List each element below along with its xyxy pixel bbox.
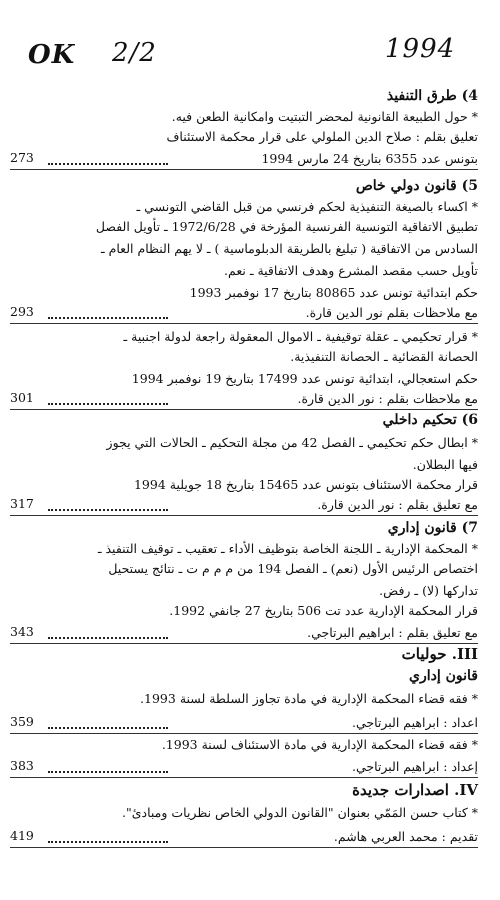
leader-dots bbox=[48, 841, 168, 843]
toc-line: * كتاب حسن المَمّي بعنوان "القانون الدولي الخاص نظريات ومبادئ". bbox=[122, 805, 478, 820]
toc-line: * اكساء بالصيغة التنفيذية لحكم فرنسي من قبل القاضي التونسي ـ bbox=[136, 199, 478, 214]
toc-line: مع تعليق بقلم : نور الدين قارة. bbox=[317, 497, 478, 512]
entry-underline bbox=[10, 323, 478, 324]
page-number: 359 bbox=[10, 714, 34, 729]
leader-dots bbox=[48, 317, 168, 319]
entry-underline bbox=[10, 169, 478, 170]
entry-underline bbox=[10, 515, 478, 516]
entry-underline bbox=[10, 643, 478, 644]
leader-dots bbox=[48, 403, 168, 405]
section-heading: 4) طرق التنفيذ bbox=[386, 88, 478, 104]
toc-line: قرار محكمة الاستئناف بتونس عدد 15465 بتاريخ 18 جويلية 1994 bbox=[133, 477, 478, 492]
handwritten-page-fraction: 2/2 bbox=[112, 38, 157, 68]
page-number: 301 bbox=[10, 390, 34, 405]
page-number: 383 bbox=[10, 758, 34, 773]
toc-line: * ابطال حكم تحكيمي ـ الفصل 42 من مجلة التحكيم ـ الحالات التي يجوز bbox=[106, 435, 478, 450]
handwritten-year: 1994 bbox=[385, 34, 456, 64]
toc-line: * حول الطبيعة القانونية لمحضر التبتيت وامكانية الطعن فيه. bbox=[171, 109, 478, 124]
toc-line: مع ملاحظات بقلم نور الدين قارة. bbox=[305, 305, 478, 320]
leader-dots bbox=[48, 727, 168, 729]
section-heading: III. حوليات bbox=[401, 645, 478, 663]
toc-line: * قرار تحكيمي ـ عقلة توقيفية ـ الاموال المعقولة راجعة لدولة اجنبية ـ bbox=[123, 329, 478, 344]
section-heading: 5) قانون دولي خاص bbox=[355, 178, 478, 194]
entry-underline bbox=[10, 409, 478, 410]
toc-line: فيها البطلان. bbox=[412, 457, 478, 472]
toc-line: حكم استعجالي، ابتدائية تونس عدد 17499 بتاريخ 19 نوفمبر 1994 bbox=[131, 371, 478, 386]
toc-line: الحصانة القضائية ـ الحصانة التنفيذية. bbox=[290, 349, 478, 364]
section-heading: 7) قانون إداري bbox=[387, 520, 478, 536]
toc-line: مع ملاحظات بقلم : نور الدين قارة. bbox=[297, 391, 478, 406]
entry-underline bbox=[10, 733, 478, 734]
page-number: 343 bbox=[10, 624, 34, 639]
leader-dots bbox=[48, 637, 168, 639]
page-number: 419 bbox=[10, 828, 34, 843]
page-number: 273 bbox=[10, 150, 34, 165]
toc-line: حكم ابتدائية تونس عدد 80865 بتاريخ 17 نوفمبر 1993 bbox=[189, 285, 478, 300]
leader-dots bbox=[48, 771, 168, 773]
toc-line: * فقه قضاء المحكمة الإدارية في مادة الاستئناف لسنة 1993. bbox=[161, 737, 478, 752]
toc-line: تقديم : محمد العربي هاشم. bbox=[333, 829, 478, 844]
section-heading: IV. اصدارات جديدة bbox=[352, 781, 478, 799]
section-heading: قانون إداري bbox=[409, 668, 478, 684]
toc-line: تعليق بقلم : صلاح الدين الملولي على قرار محكمة الاستئناف bbox=[166, 129, 478, 144]
toc-line: * فقه قضاء المحكمة الإدارية في مادة تجاوز السلطة لسنة 1993. bbox=[140, 691, 478, 706]
toc-line: * المحكمة الإدارية ـ اللجنة الخاصة بتوظيف الأداء ـ تعقيب ـ توقيف التنفيذ ـ bbox=[97, 541, 478, 556]
toc-line: تداركها (لا) ـ رفض. bbox=[379, 583, 478, 598]
leader-dots bbox=[48, 509, 168, 511]
toc-line: اختصاص الرئيس الأول (نعم) ـ الفصل 194 من م م م ت ـ نتائج يستحيل bbox=[108, 561, 478, 576]
handwritten-ok-mark: OK bbox=[28, 40, 76, 70]
toc-line: اعداد : ابراهيم البرتاجي. bbox=[351, 715, 478, 730]
toc-line: تطبيق الاتفاقية التونسية الفرنسية المؤرخة في 1972/6/28 ـ تأويل الفصل bbox=[95, 219, 478, 234]
toc-line: بتونس عدد 6355 بتاريخ 24 مارس 1994 bbox=[261, 151, 478, 166]
section-heading: 6) تحكيم داخلي bbox=[382, 412, 478, 428]
toc-line: إعداد : ابراهيم البرتاجي. bbox=[351, 759, 478, 774]
page-number: 317 bbox=[10, 496, 34, 511]
toc-line: قرار المحكمة الإدارية عدد تت 506 بتاريخ 27 جانفي 1992. bbox=[169, 603, 478, 618]
leader-dots bbox=[48, 163, 168, 165]
entry-underline bbox=[10, 777, 478, 778]
toc-line: تأويل حسب مقصد المشرع وهدف الاتفاقية ـ نعم. bbox=[224, 263, 478, 278]
entry-underline bbox=[10, 847, 478, 848]
toc-line: السادس من الاتفاقية ( تبليغ بالطريقة الدبلوماسية ) ـ لا يهم النظام العام ـ bbox=[100, 241, 478, 256]
page-number: 293 bbox=[10, 304, 34, 319]
toc-line: مع تعليق بقلم : ابراهيم البرتاجي. bbox=[307, 625, 478, 640]
